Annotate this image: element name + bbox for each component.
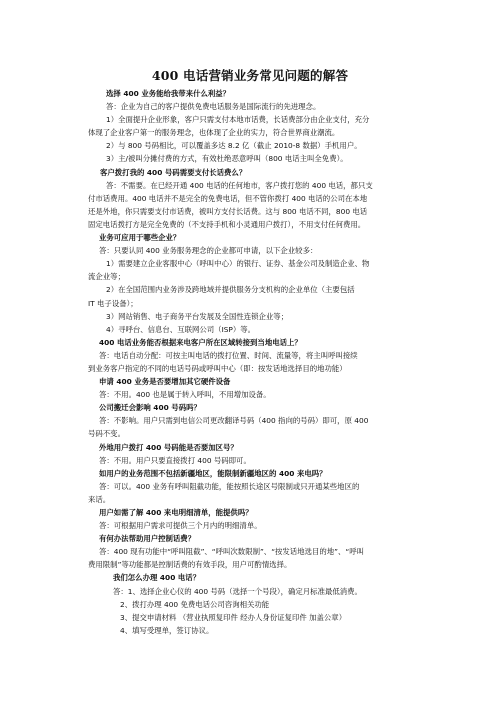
question-heading: 选择 400 业务能给我带来什么利益？ [106,89,231,98]
document-body [88,87,410,637]
question-heading: 外地用户拨打 400 号码能是否要加区号？ [99,442,238,452]
answer-line: 付市话费用。400 电话并不是完全的免费电话，但不管你拨打 400 电话的公司在本地 [88,193,368,203]
question-heading: 公司搬迁会影响 400 号码吗？ [99,403,201,413]
answer-line: 答：不需要。在已经开通 400 电话的任何地市，客户拨打您的 400 电话，都只支 [106,180,373,190]
answer-line: 2）与 800 号码相比，可以覆盖多达 8.2 亿（截止 2010-8 数据）手机用户。 [106,141,362,151]
document-title: 400 电话营销业务常见问题的解答 [151,68,349,83]
question-heading: 如用户的业务范围不包括新疆地区，能限制新疆地区的 400 来电吗？ [99,468,327,478]
answer-line: 2）在全国范围内业务涉及跨地域并提供服务分支机构的企业单位（主要包括 [106,285,355,295]
answer-line: 答：只要认同 400 业务服务理念的企业都可申请，以下企业较多： [99,246,318,256]
answer-line: 还是外地，你只需要支付市话费，被叫方支付长话费。这与 800 电话不同，800 电话 [88,206,368,216]
question-heading: 用户如需了解 400 来电明细清单，能提供吗？ [99,508,253,517]
question-heading: 我们怎么办理 400 电话？ [113,573,201,583]
answer-line: 答：不用。用户只要直接拨打 400 号码即可。 [99,455,251,465]
answer-line: 1）全面提升企业形象，客户只需支付本地市话费，长话费部分由企业支付，充分 [106,115,370,125]
answer-line: 答：不用。400 也是属于转入呼叫，不用增加设备。 [99,390,271,400]
question-heading: 客户拨打我的 400 号码需要支付长话费么？ [100,167,247,177]
answer-line: 固定电话拨打方是完全免费的（不支持手机和小灵通用户拨打），不用支付任何费用。 [88,219,366,229]
answer-line: 3、提交申请材料 （营业执照复印件 经办人身份证复印件 加盖公章） [120,612,347,622]
answer-line: 答：电话自动分配：可按主叫电话的拨打位置、时间、流量等，将主叫呼叫接续 [99,350,358,360]
answer-line: 3）主/被叫分摊付费的方式，有效杜绝恶意呼叫（800 电话主叫全免费）。 [106,154,348,164]
answer-line: 到业务客户指定的不同的电话号码或呼叫中心（即：按发话地选择目的地功能） [88,363,347,373]
answer-line: 号码不变。 [88,429,125,439]
question-heading: 业务可应用于哪些企业？ [99,233,181,243]
answer-line: 答：不影响。用户只需到电信公司更改翻译号码（400 指向的号码）即可，原 400 [99,416,369,426]
answer-line: 体现了企业客户第一的服务理念，也体现了企业的实力，符合世界商业潮流。 [88,128,340,138]
answer-line: 2、拨打办理 400 免费电话公司咨询相关功能 [120,599,270,609]
answer-line: 答：企业为自己的客户提供免费电话服务是国际流行的先进理念。 [106,102,321,112]
answer-line: 答：1、选择企业心仪的 400 号码（选择一个号段），确定月标准最低消费。 [113,586,362,596]
answer-line: 1）需要建立企业客服中心（呼叫中心）的银行、证券、基金公司及制造企业、物 [106,259,370,269]
answer-line: 3）网站销售、电子商务平台发展及全国性连锁企业等； [106,311,289,321]
answer-line: 答：可根据用户需求可提供三个月内的明细清单。 [99,521,262,531]
answer-line: 答：可以。400 业务有呼叫阻截功能，能按照长途区号限制或只开通某些地区的 [99,481,360,491]
answer-line: 答：400 现有功能中“呼叫阻截”、“呼叫次数限制”、“按发话地选目的地”、“呼叫 [99,547,364,557]
answer-line: 4、填写受理单，签订协议。 [120,625,214,635]
question-heading: 400 电话业务能否根据来电客户所在区域转接到当地电话上？ [99,337,302,347]
answer-line: 来话。 [88,494,111,504]
answer-line: IT 电子设备）； [88,298,138,308]
answer-line: 流企业等； [88,272,125,282]
answer-line: 费用限制”等功能都是控制话费的有效手段，用户可酌情选择。 [88,560,292,570]
question-heading: 申请 400 业务是否要增加其它硬件设备 [99,377,231,387]
question-heading: 有何办法帮助用户控制话费？ [99,534,196,544]
answer-line: 4）寻呼台、信息台、互联网公司（ISP）等。 [106,324,256,334]
